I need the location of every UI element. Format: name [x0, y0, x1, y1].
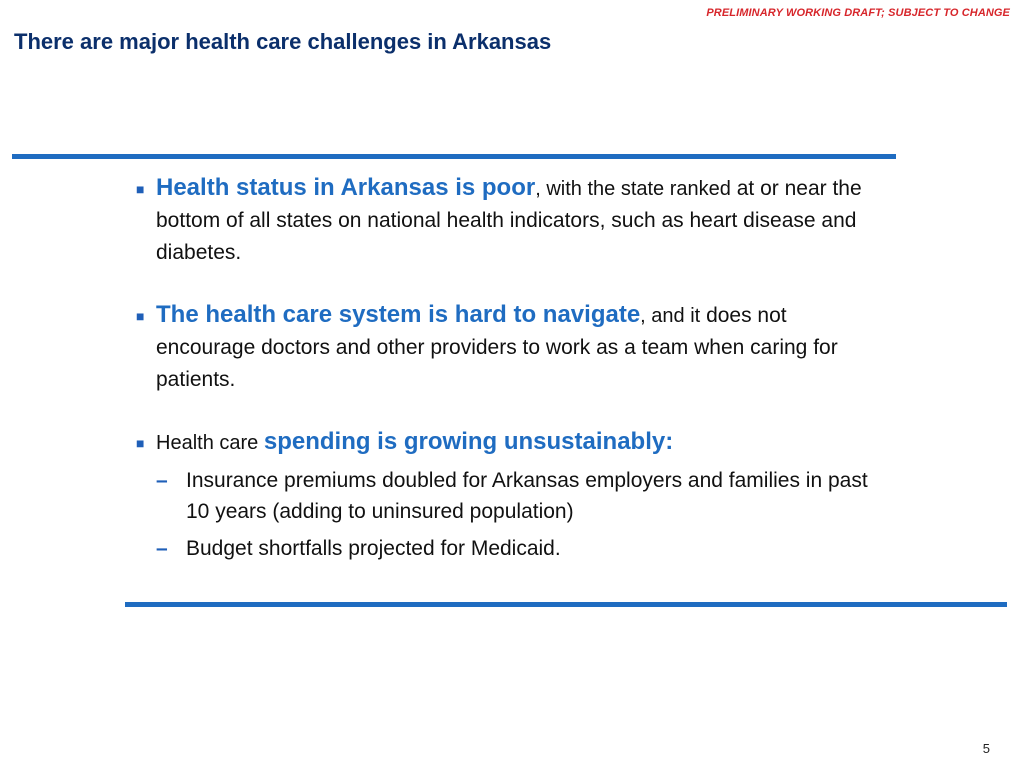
- dash-icon: –: [156, 537, 168, 560]
- bullet-highlight: Health status in Arkansas is poor: [156, 174, 536, 201]
- top-divider: [12, 154, 896, 159]
- bullet-tail: , with the state ranked: [535, 178, 731, 200]
- bottom-divider: [125, 602, 1007, 607]
- slide-title: There are major health care challenges in Arkansas: [14, 29, 552, 54]
- bullet-navigation: [130, 299, 890, 396]
- dash-icon: –: [156, 469, 168, 492]
- bullet-square-icon: ■: [136, 435, 145, 451]
- page-number: 5: [982, 741, 990, 756]
- bullet-tail: , and it: [640, 305, 701, 327]
- bullet-rest: at or near the bottom of all states on national health indicators, such as heart disease and diabetes.: [156, 177, 862, 264]
- sub-item-budget: [130, 533, 890, 564]
- sub-item-premiums: [130, 465, 890, 527]
- bullet-highlight: The health care system is hard to navigate: [156, 301, 641, 328]
- sub-item-text: Insurance premiums doubled for Arkansas employers and families in past 10 years (adding to uninsured population): [186, 469, 868, 523]
- bullet-list: [130, 172, 890, 564]
- draft-notice: PRELIMINARY WORKING DRAFT; SUBJECT TO CHANGE: [706, 7, 1010, 19]
- bullet-prefix: Health care: [156, 432, 264, 454]
- bullet-square-icon: ■: [136, 308, 145, 324]
- sub-item-text: Budget shortfalls projected for Medicaid.: [186, 537, 561, 560]
- bullet-square-icon: ■: [136, 181, 145, 197]
- bullet-health-status: [130, 172, 890, 269]
- bullet-rest: does not encourage doctors and other providers to work as a team when caring for patients.: [156, 304, 838, 391]
- bullet-highlight: spending is growing unsustainably:: [263, 428, 674, 455]
- bullet-spending: [130, 426, 890, 459]
